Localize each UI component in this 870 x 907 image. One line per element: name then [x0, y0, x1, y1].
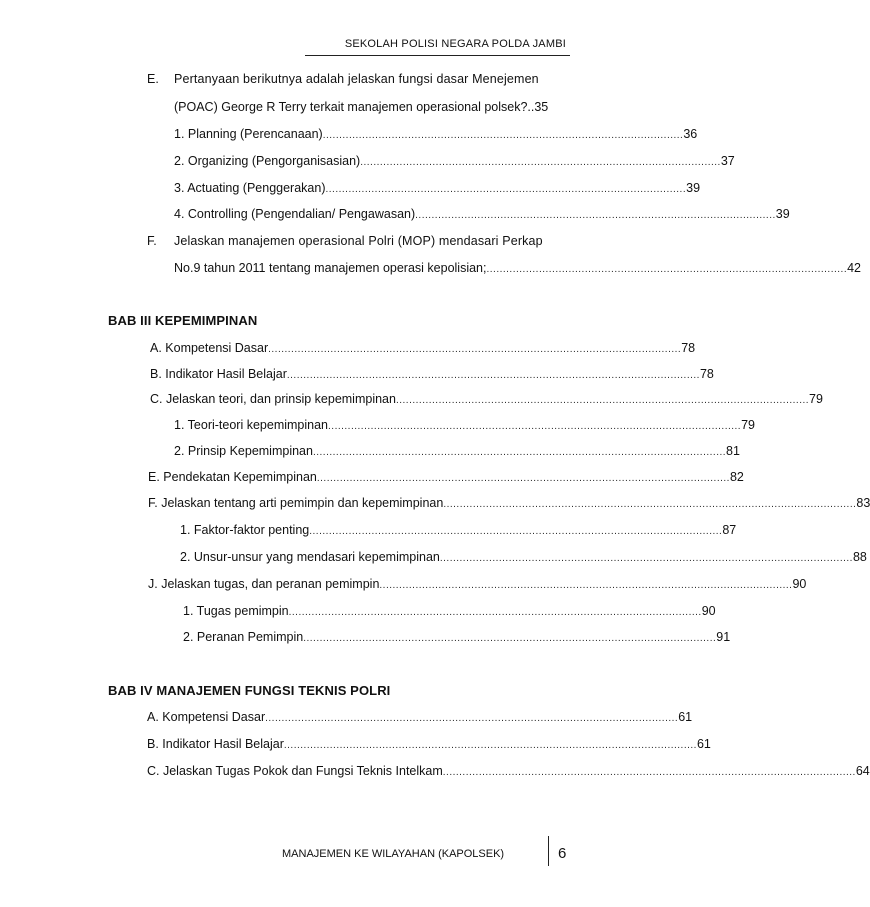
toc-entry[interactable]: [180, 523, 737, 537]
toc-entry[interactable]: [148, 577, 807, 591]
leader-dots: ..............................................................................................................................: [439, 553, 853, 564]
toc-entry[interactable]: [174, 261, 862, 275]
toc-entry[interactable]: [174, 207, 790, 221]
toc-entry[interactable]: [147, 764, 870, 778]
footer-separator: [548, 836, 549, 866]
toc-entry-page: 61: [696, 737, 711, 751]
toc-entry[interactable]: [150, 341, 696, 355]
running-footer: MANAJEMEN KE WILAYAHAN (KAPOLSEK): [282, 848, 505, 860]
toc-entry[interactable]: [183, 630, 731, 644]
section-e-line1: Pertanyaan berikutnya adalah jelaskan fungsi dasar Menejemen: [174, 72, 539, 86]
toc-entry-text: B. Indikator Hasil Belajar: [147, 737, 284, 751]
leader-dots: ..............................................................................................................: [486, 264, 848, 275]
toc-entry[interactable]: [174, 154, 735, 168]
toc-entry-page: 79: [809, 392, 823, 406]
leader-dots: ..............................................................................................................................: [283, 740, 697, 751]
leader-dots: ..............................................................................................................: [325, 184, 687, 195]
leader-dots: ..............................................................................................................................: [309, 526, 723, 537]
toc-entry-text: C. Jelaskan Tugas Pokok dan Fungsi Teknis Intelkam: [147, 764, 443, 778]
toc-entry-page: 36: [683, 127, 698, 141]
leader-dots: ..............................................................................................................................: [303, 633, 717, 644]
toc-entry-page: 82: [729, 470, 744, 484]
page-number: 6: [558, 845, 567, 862]
leader-dots: ..............................................................................................................................: [379, 580, 793, 591]
toc-entry-page: 79: [741, 418, 755, 432]
toc-entry-text: J. Jelaskan tugas, dan peranan pemimpin: [148, 577, 380, 591]
toc-entry-page: 90: [701, 604, 716, 618]
leader-dots: ..............................................................................................................................: [395, 395, 810, 406]
section-e-line2: (POAC) George R Terry terkait manajemen operasional polsek?..35: [174, 100, 549, 114]
toc-entry[interactable]: [174, 181, 701, 195]
leader-dots: ..............................................................................................................................: [312, 447, 727, 458]
leader-dots: ..............................................................................................................................: [316, 473, 730, 484]
toc-entry-page: 64: [855, 764, 870, 778]
toc-entry[interactable]: [174, 418, 755, 432]
toc-entry[interactable]: [148, 470, 744, 484]
toc-entry[interactable]: [150, 392, 823, 406]
toc-entry-text: 2. Prinsip Kepemimpinan: [174, 444, 313, 458]
toc-entry-text: 3. Actuating (Penggerakan): [174, 181, 326, 195]
toc-entry-text: 1. Faktor-faktor penting: [180, 523, 310, 537]
leader-dots: ..............................................................................................................: [360, 157, 721, 168]
toc-entry-text: 1. Planning (Perencanaan): [174, 127, 323, 141]
leader-dots: ..............................................................................................................................: [286, 370, 700, 381]
toc-entry-text: 2. Unsur-unsur yang mendasari kepemimpinan: [180, 550, 440, 564]
toc-entry-page: 88: [852, 550, 867, 564]
section-f-marker: F.: [147, 234, 157, 248]
leader-dots: ..............................................................................................................................: [328, 421, 742, 432]
toc-entry-page: 39: [775, 207, 790, 221]
leader-dots: ..............................................................................................................................: [288, 607, 702, 618]
toc-entry-text: 1. Tugas pemimpin: [183, 604, 289, 618]
leader-dots: ..............................................................................................................................: [268, 344, 682, 355]
leader-dots: ..............................................................................................................................: [442, 767, 856, 778]
toc-entry-text: 2. Organizing (Pengorganisasian): [174, 154, 361, 168]
toc-entry-page: 83: [856, 496, 870, 510]
toc-entry-page: 78: [681, 341, 696, 355]
toc-entry-text: 2. Peranan Pemimpin: [183, 630, 304, 644]
toc-entry[interactable]: [147, 737, 711, 751]
toc-entry-text: A. Kompetensi Dasar: [147, 710, 266, 724]
toc-entry-text: E. Pendekatan Kepemimpinan: [148, 470, 317, 484]
header-rule: [305, 55, 570, 56]
toc-entry[interactable]: [174, 444, 740, 458]
toc-entry[interactable]: [180, 550, 867, 564]
leader-dots: ..............................................................................................................................: [443, 499, 857, 510]
toc-entry[interactable]: [148, 496, 870, 510]
toc-entry[interactable]: [147, 710, 693, 724]
leader-dots: ..............................................................................................................................: [265, 713, 679, 724]
toc-entry-text: 1. Teori-teori kepemimpinan: [174, 418, 329, 432]
toc-entry-text: F. Jelaskan tentang arti pemimpin dan kepemimpinan: [148, 496, 444, 510]
bab-iii-heading: BAB III KEPEMIMPINAN: [108, 313, 258, 328]
toc-entry-page: 90: [792, 577, 807, 591]
toc-entry[interactable]: [150, 367, 714, 381]
toc-entry[interactable]: [174, 127, 698, 141]
toc-entry-text: B. Indikator Hasil Belajar: [150, 367, 287, 381]
leader-dots: ..............................................................................................................: [322, 130, 684, 141]
toc-entry-text: No.9 tahun 2011 tentang manajemen operasi kepolisian;: [174, 261, 487, 275]
toc-entry-page: 39: [686, 181, 701, 195]
toc-entry-page: 61: [678, 710, 693, 724]
toc-entry-page: 87: [722, 523, 737, 537]
toc-entry-page: 37: [720, 154, 735, 168]
bab-iv-heading: BAB IV MANAJEMEN FUNGSI TEKNIS POLRI: [108, 683, 391, 698]
toc-entry-page: 42: [847, 261, 862, 275]
running-header: SEKOLAH POLISI NEGARA POLDA JAMBI: [344, 38, 566, 50]
toc-entry[interactable]: [183, 604, 716, 618]
toc-entry-text: A. Kompetensi Dasar: [150, 341, 269, 355]
toc-entry-page: 78: [699, 367, 714, 381]
toc-entry-text: C. Jelaskan teori, dan prinsip kepemimpinan: [150, 392, 396, 406]
section-f-line1: Jelaskan manajemen operasional Polri (MOP) mendasari Perkap: [174, 234, 543, 248]
toc-entry-text: 4. Controlling (Pengendalian/ Pengawasan): [174, 207, 416, 221]
toc-entry-page: 81: [726, 444, 740, 458]
toc-entry-page: 91: [716, 630, 731, 644]
section-e-marker: E.: [147, 72, 159, 86]
leader-dots: ..............................................................................................................: [415, 210, 776, 221]
